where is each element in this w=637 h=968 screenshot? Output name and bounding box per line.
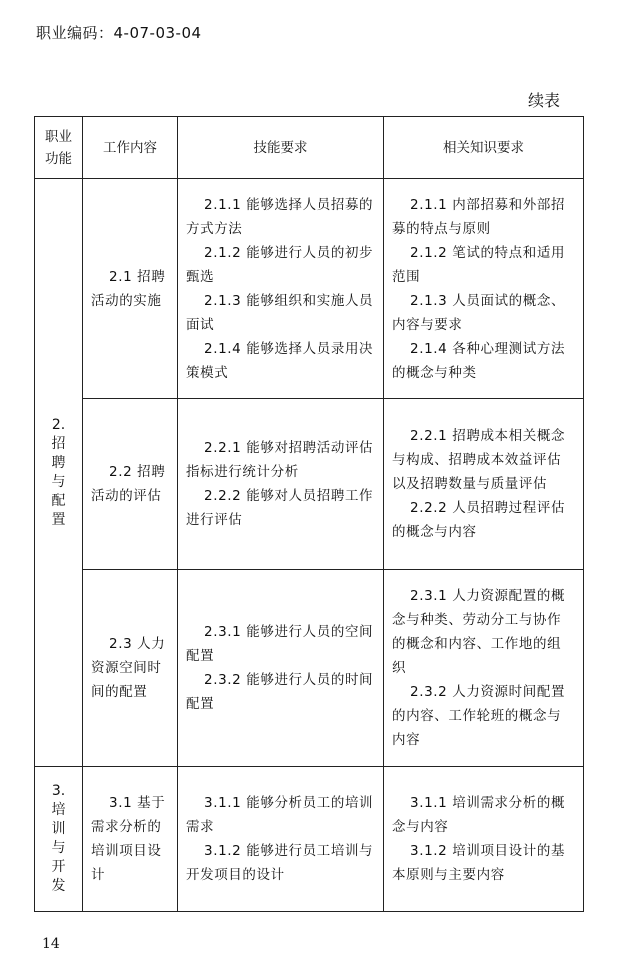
- occupation-code-label: 职业编码：: [36, 24, 114, 42]
- knowledge-cell: 2.3.1 人力资源配置的概念与种类、劳动分工与协作的概念和内容、工作地的组织 2.3.2 人力资源时间配置的内容、工作轮班的概念与内容: [383, 569, 584, 767]
- continued-label: 续表: [528, 91, 561, 110]
- work-cell: 2.2 招聘活动的评估: [82, 398, 178, 570]
- header-knowledge-requirements: 相关知识要求: [383, 116, 584, 179]
- skills-table: [34, 116, 584, 912]
- header-function: 职业 功能: [34, 116, 83, 179]
- skills-cell: 2.1.1 能够选择人员招募的方式方法 2.1.2 能够进行人员的初步甄选 2.1.3 能够组织和实施人员面试 2.1.4 能够选择人员录用决策模式: [177, 178, 384, 399]
- work-cell: 2.1 招聘活动的实施: [82, 178, 178, 399]
- header-work-content: 工作内容: [82, 116, 178, 179]
- skills-cell: 2.3.1 能够进行人员的空间配置 2.3.2 能够进行人员的时间配置: [177, 569, 384, 767]
- work-cell: 3.1 基于需求分析的培训项目设计: [82, 766, 178, 912]
- page-number: 14: [42, 936, 60, 952]
- knowledge-cell: 3.1.1 培训需求分析的概念与内容 3.1.2 培训项目设计的基本原则与主要内容: [383, 766, 584, 912]
- occupation-code-value: 4-07-03-04: [113, 24, 202, 42]
- function-cell-recruitment: 2. 招 聘 与 配 置: [34, 178, 83, 767]
- occupation-code: [36, 22, 202, 43]
- header-skill-requirements: 技能要求: [177, 116, 384, 179]
- work-cell: 2.3 人力资源空间时间的配置: [82, 569, 178, 767]
- skills-cell: 2.2.1 能够对招聘活动评估指标进行统计分析 2.2.2 能够对人员招聘工作进行评估: [177, 398, 384, 570]
- skills-cell: 3.1.1 能够分析员工的培训需求 3.1.2 能够进行员工培训与开发项目的设计: [177, 766, 384, 912]
- knowledge-cell: 2.2.1 招聘成本相关概念与构成、招聘成本效益评估以及招聘数量与质量评估 2.2.2 人员招聘过程评估的概念与内容: [383, 398, 584, 570]
- knowledge-cell: 2.1.1 内部招募和外部招募的特点与原则 2.1.2 笔试的特点和适用范围 2.1.3 人员面试的概念、内容与要求 2.1.4 各种心理测试方法的概念与种类: [383, 178, 584, 399]
- function-cell-training: 3. 培 训 与 开 发: [34, 766, 83, 912]
